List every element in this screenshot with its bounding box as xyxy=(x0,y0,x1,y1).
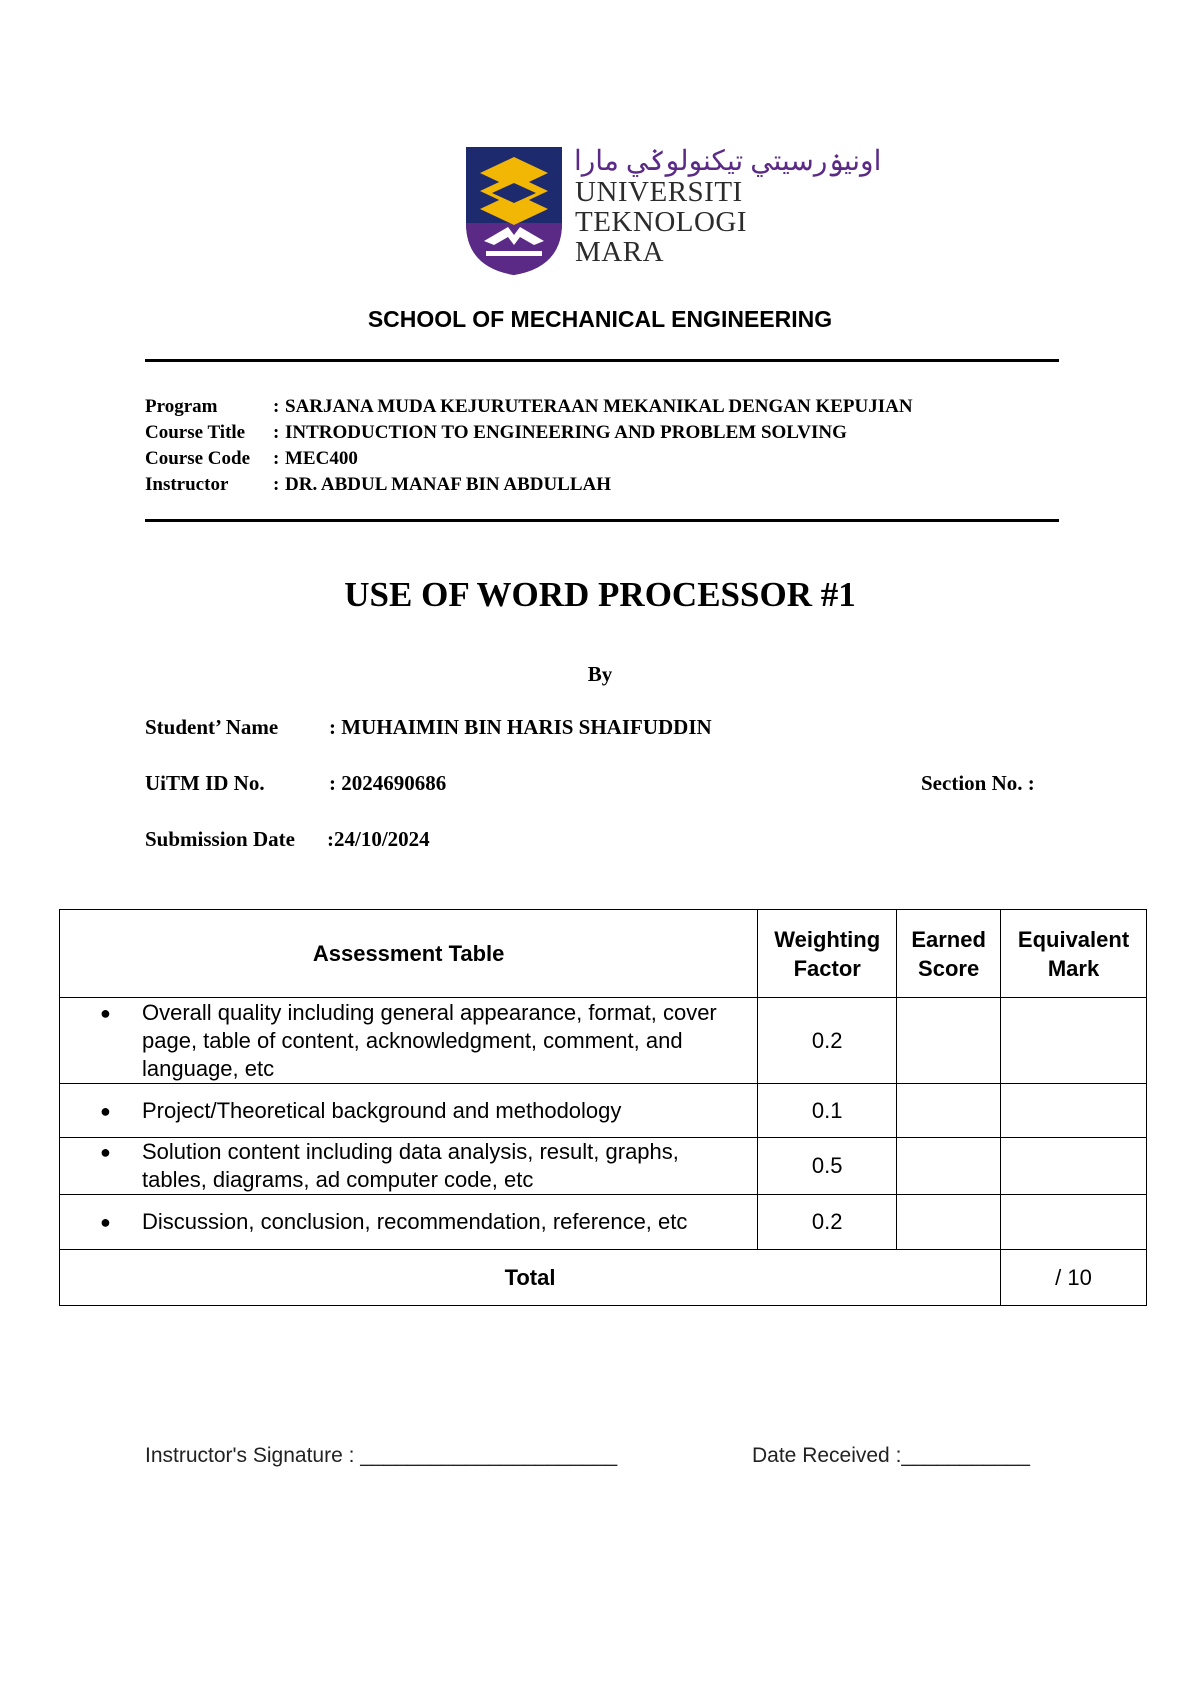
logo-arabic-text: اونيۏرسيتي تيكنولوݢي مارا xyxy=(574,146,882,177)
student-name-label: Student’ Name xyxy=(145,715,279,739)
row-earned xyxy=(897,1138,1001,1195)
header-equivalent: Equivalent Mark xyxy=(1001,910,1147,998)
row-mark xyxy=(1001,1195,1147,1250)
bullet-icon: ● xyxy=(100,1100,111,1121)
top-divider xyxy=(145,359,1059,362)
header-weighting: Weighting Factor xyxy=(758,910,897,998)
student-name-value: : MUHAIMIN BIN HARIS SHAIFUDDIN xyxy=(329,715,712,739)
bullet-icon: ● xyxy=(100,1142,111,1162)
row-weight: 0.2 xyxy=(758,998,897,1084)
table-row xyxy=(60,1195,1147,1250)
info-value: DR. ABDUL MANAF BIN ABDULLAH xyxy=(285,474,612,495)
document-title: USE OF WORD PROCESSOR #1 xyxy=(344,575,856,614)
assessment-table xyxy=(59,909,1147,1306)
submission-date-value: :24/10/2024 xyxy=(327,827,430,851)
logo-wordmark xyxy=(575,177,747,267)
info-row-program xyxy=(145,394,913,420)
info-value: MEC400 xyxy=(285,448,358,469)
table-header-row xyxy=(60,910,1147,998)
logo-line-2: TEKNOLOGI xyxy=(575,206,748,238)
by-label: By xyxy=(587,662,613,686)
info-label: Instructor xyxy=(145,474,229,495)
bullet-icon: ● xyxy=(100,1212,111,1232)
course-info xyxy=(145,394,913,498)
total-value: / 10 xyxy=(1001,1250,1147,1306)
bottom-divider xyxy=(145,519,1059,522)
info-sep: : xyxy=(273,448,280,469)
row-text: Solution content including data analysis, result, graphs, tables, diagrams, ad computer code, etc xyxy=(142,1139,679,1192)
uitm-crest-icon xyxy=(464,145,564,277)
info-value: SARJANA MUDA KEJURUTERAAN MEKANIKAL DENGAN KEPUJIAN xyxy=(285,396,913,417)
row-text: Project/Theoretical background and methodology xyxy=(142,1097,622,1123)
table-row xyxy=(60,998,1147,1084)
row-mark xyxy=(1001,998,1147,1084)
total-row xyxy=(60,1250,1147,1306)
row-text: Overall quality including general appearance, format, cover page, table of content, acknowledgment, comment, and language, etc xyxy=(142,999,717,1081)
uitm-id-value: : 2024690686 xyxy=(329,771,447,795)
section-label: Section No. : xyxy=(921,771,1035,795)
submission-date-label: Submission Date xyxy=(145,827,295,851)
logo-line-1: UNIVERSITI xyxy=(575,176,743,208)
info-value: INTRODUCTION TO ENGINEERING AND PROBLEM SOLVING xyxy=(285,422,847,443)
school-heading: SCHOOL OF MECHANICAL ENGINEERING xyxy=(367,306,833,332)
info-sep: : xyxy=(273,474,280,495)
row-weight: 0.5 xyxy=(758,1138,897,1195)
logo-line-3: MARA xyxy=(575,236,665,268)
row-earned xyxy=(897,998,1001,1084)
info-row-course-title xyxy=(145,420,913,446)
row-mark xyxy=(1001,1084,1147,1138)
header-earned: Earned Score xyxy=(897,910,1001,998)
table-row xyxy=(60,1084,1147,1138)
header-assessment: Assessment Table xyxy=(60,910,758,998)
uitm-id-label: UiTM ID No. xyxy=(145,771,265,795)
row-text: Discussion, conclusion, recommendation, reference, etc xyxy=(142,1209,688,1234)
instructor-signature-line: Instructor's Signature : ______________________ xyxy=(145,1444,618,1467)
info-sep: : xyxy=(273,396,280,417)
date-received-line: Date Received :___________ xyxy=(752,1444,1030,1467)
info-row-course-code xyxy=(145,446,913,472)
row-earned xyxy=(897,1084,1001,1138)
info-label: Program xyxy=(145,396,218,417)
info-sep: : xyxy=(273,422,280,443)
row-mark xyxy=(1001,1138,1147,1195)
info-label: Course Code xyxy=(145,448,251,469)
table-row xyxy=(60,1138,1147,1195)
row-earned xyxy=(897,1195,1001,1250)
row-weight: 0.2 xyxy=(758,1195,897,1250)
bullet-icon: ● xyxy=(100,1002,111,1023)
info-label: Course Title xyxy=(145,422,246,443)
row-weight: 0.1 xyxy=(758,1084,897,1138)
total-label: Total xyxy=(60,1250,1001,1306)
info-row-instructor xyxy=(145,472,913,498)
